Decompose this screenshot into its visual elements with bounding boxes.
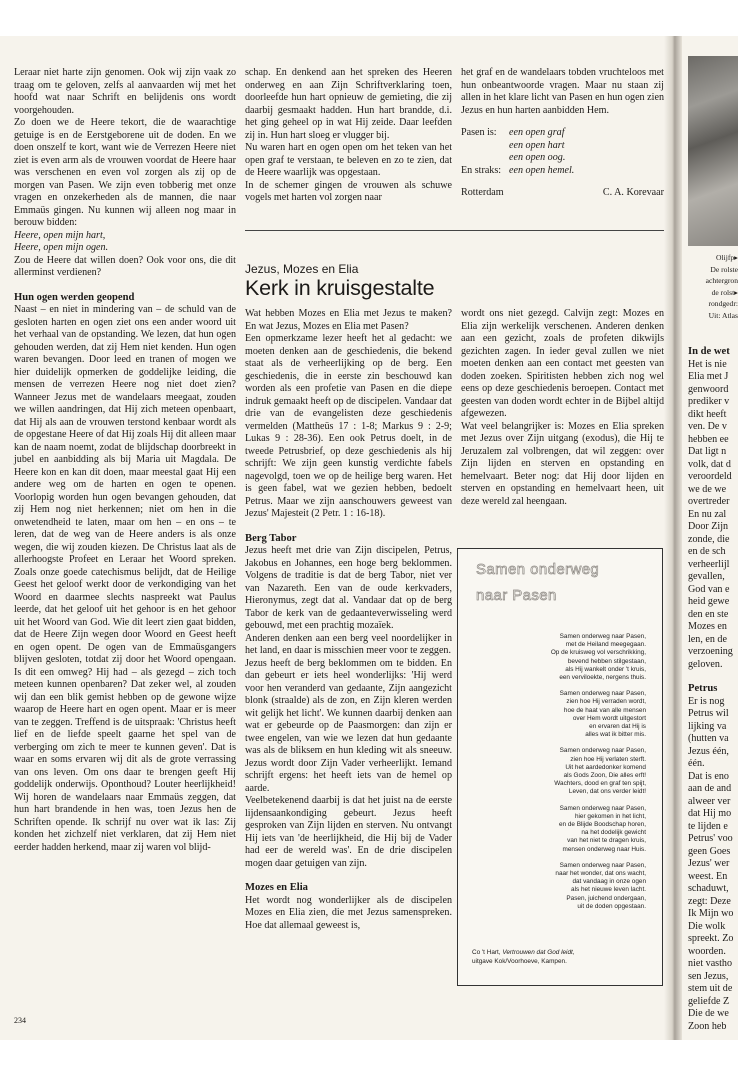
- text-line: veroordeld: [688, 471, 732, 482]
- text-line: verheerlijl: [688, 558, 730, 570]
- paragraph: Wat veel belangrijker is: Mozes en Elia spreken met Jezus over Zijn uitgang (exodus), die Hij te Jeruzalem zal volbrengen, dat wil zeggen: over Zijn lijden en sterven en opstanding en hemelvaart. Beter nog: dat Hij door lijden en sterven en opstanding en hemelvaart heen, uit deze wereld zal heengaan.: [461, 420, 664, 507]
- text-line: heid gewe: [688, 596, 730, 607]
- section-heading: Berg Tabor: [245, 532, 297, 544]
- text-line: Petrus wil: [688, 708, 729, 719]
- text-line: En nu zal: [688, 508, 727, 520]
- text-line: God van e: [688, 583, 730, 595]
- text-line: geliefde Z: [688, 995, 730, 1007]
- poem-line: mensen onderweg naar Huis.: [562, 845, 646, 853]
- poem-line: Samen onderweg naar Pasen,: [559, 861, 646, 869]
- page-number: 234: [14, 1016, 26, 1025]
- photo: [688, 56, 738, 246]
- paragraph: Het wordt nog wonderlijker als de discipelen Mozes en Elia zien, die met Jezus samenspreken. Hoe dat allemaal geweest is,: [245, 894, 452, 931]
- poem-line: Pasen, juichend ondergaan,: [566, 894, 646, 902]
- paragraph: Naast – en niet in mindering van – de schuld van de gesloten harten en ogen ziet ons een ander woord uit het verhaal van de opstanding. We lezen, dat hun ogen gehouden werden, dat zij Hem niet kenden. Hun ogen waren bevangen. Door leed en tranen of mogen we hier duidelijk opmerken de goddelijke leiding, die mensen de verrezen Heere nog niet doet zien? Wanneer Jezus met de wandelaars meegaat, zouden we willen aandringen, dat Hij zich meteen openbaart, dat Hij als aan de vrouwen terstond kenbaar wordt als de opgestane Heere of dat Hij zoals Hij dit alleen maar kan de naam noemt, zodat de blijdschap doorbreekt in jubel en aanbidding als bij Maria uit Magdala. De Heere kon en kan dit doen, maar meestal gaat Hij een andere weg om de harten en ogen te openen. Voorlopig worden hun ogen bevangen gehouden, dat zij Hem nog niet herkennen; niet om hen in die onwetendheid te laten, maar om hen – en ons – te leren, dat de weg van de Heere anders is als onze wegen, die wij zouden kiezen. De Christus laat als de allerhoogste Profeet en Leraar het Woord spreken. Zoals onze goede catechismus belijdt, dat de Heilige Geest het geloof werkt door de verkondiging van het Woord en daarmee slechts naspreekt wat Paulus leerde, dat het geloof uit het gehoor is en het gehoor uit het Woord van God. Wie dit leert zien gaat bidden, dat de Heere Zijn wegen door Woord en Geest heeft en ogen opent. De ogen van de Emmaüsgangers blijven gesloten, totdat zij door het Woord opengaan. Is dit een omweg? Hij had – als gezegd – zich toch meteen kunnen openbaren? Dat zeker wel, al zouden wij dan een blik gemist hebben op de gewone wijze waarop de Heere hart en ogen opent. Maar er is meer van te zeggen. Treffend is de uitspraak: 'Christus heeft lief en de liefde speelt gaarne het spel van de verberging om zich te meer te kunnen geven'. Dat is waar en soms ervaren wij dit als de grote verrassing van ons leven. Om ons daar te brengen geeft Hij goddelijk onderwijs. Oponthoud? Louter heerlijkheid! Wij horen de wandelaars naar Emmaüs zeggen, dat hun hart brandende in hen was, toen Jezus hen de Schriften opende. Ik schrijf nu over wat ik las: Zij konden het zichzelf niet verklaren, dat zij Hem niet eerder hadden herkend, maar zij waren vol blijd-: [14, 304, 236, 853]
- caption-line: Uit: Atlas: [708, 310, 738, 320]
- text-line: geloven.: [688, 658, 723, 670]
- poem-line: een verviloekte, nergens thuis.: [559, 674, 646, 682]
- page-gutter: [664, 36, 682, 1040]
- poem-line: met de Heiland meegegaan.: [565, 641, 646, 649]
- pasen-label: [461, 140, 509, 153]
- text-line: hebben ee: [688, 433, 729, 445]
- text-line: schaduwt,: [688, 883, 729, 894]
- pasen-label: [461, 152, 509, 165]
- poem-line: Samen onderweg naar Pasen,: [559, 633, 646, 640]
- poem-line: Wachters, dood en graf ten spijt,: [554, 780, 646, 788]
- paragraph: wordt ons niet gezegd. Calvijn zegt: Mozes en Elia zijn werkelijk verschenen. Anderen denken aan een gezicht, zoals de profeten dikwijls gezichten zagen. In ieder geval zullen we niet moeten denken aan een contact met geesten van doden zoeken. Spiritisten hebben zich nog wel eens op deze geschiedenis beroepen. Contact met geesten van doden wordt echter in de Bijbel altijd afgewezen.: [461, 308, 664, 419]
- prayer-line: Heere, open mijn ogen.: [14, 242, 109, 253]
- text-line: ven. De v: [688, 421, 727, 432]
- text-line: Jezus één,: [688, 745, 729, 757]
- text-line: Petrus' voo: [688, 833, 733, 844]
- article-headline: Kerk in kruisgestalte: [245, 276, 435, 300]
- text-line: we de we: [688, 483, 727, 495]
- caption-line: de rolst▸: [711, 287, 738, 297]
- text-line: Dat is eno: [688, 770, 729, 782]
- poem-line: van het niet te dragen kruis,: [567, 837, 646, 845]
- poem-title-line-1: Samen onderweg: [476, 561, 600, 578]
- poem-line: Uit het aardedonker komend: [565, 763, 646, 771]
- text-line: Door Zijn: [688, 521, 729, 532]
- article-kicker: Jezus, Mozes en Elia: [245, 262, 359, 276]
- paragraph: Nu waren hart en ogen open om het teken van het open graf te verstaan, te beleven en zo te zien, dat de Heere waarlijk was opgestaan.: [245, 142, 452, 178]
- paragraph: Jezus heeft met drie van Zijn discipelen, Petrus, Jakobus en Johannes, een hoge berg beklommen. Volgens de traditie is dat de berg Tabor, niet ver van Nazareth. Een van de oude kerkvaders, Hieronymus, zegt dat al. Vandaar dat op de berg Tabor de kerk van de gedaanteverwisseling werd gebouwd, met een prachtig mozaïek.: [245, 545, 452, 631]
- section-heading: Petrus: [688, 683, 718, 694]
- caption-line: rondgedr:: [708, 299, 738, 308]
- poem-stanza: [508, 690, 646, 739]
- text-line: Er is nog: [688, 695, 725, 707]
- text-line: spreekt. Zo: [688, 933, 734, 944]
- article-column-2: [245, 308, 452, 932]
- text-line: Het is nie: [688, 358, 727, 370]
- poem-line: zien hoe Hij verraden wordt,: [566, 698, 646, 706]
- text-line: genwoord: [688, 383, 729, 395]
- article-column-3: [461, 308, 664, 508]
- text-line: geen Goes: [688, 845, 731, 857]
- right-page-column: [688, 346, 738, 1033]
- poem-line: en de Blijde Boodschap horen,: [558, 821, 646, 829]
- caption-line: De rolste: [710, 264, 738, 274]
- signature-place: Rotterdam: [461, 187, 504, 198]
- paragraph: Een opmerkzame lezer heeft het al gedacht: we moeten denken aan de geschiedenis, die bekend staat als de verheerlijking op de berg. Een geschiedenis, die in eerste zin beschouwd kan worden als een profetie van Pasen en die diepe indruk gemaakt heeft op de discipelen. Vandaar dat drie van de evangelisten deze geschiedenis vermelden (Mattheüs 17 : 1-8; Markus 9 : 2-9; Lukas 9 : 28-36). Een ook Petrus doelt, in de tweede Petrusbrief, op deze geschiedenis als hij schrijft: We zijn geen kunstig verdichte fabels nagevolgd, toen we op de heilige berg waren. Het is geen fabel, wat we gezien hebben, bedoelt Petrus. Maar we zijn aanschouwers geweest van Jezus' Majesteit (2 Petr. 1 : 16-18).: [245, 333, 452, 519]
- pasen-item: een open graf: [509, 127, 565, 138]
- poem-stanza: [508, 805, 646, 854]
- poem-line: over Hem wordt uitgestort: [572, 714, 646, 722]
- text-line: te lijden e: [688, 820, 728, 832]
- text-line: overtreder: [688, 496, 730, 507]
- poem-stanza: [508, 633, 646, 682]
- divider-rule: [245, 230, 664, 231]
- paragraph: Zo doen we de Heere tekort, die de waarachtige getuige is en de Eerstgeborene uit de doden. En we doen onszelf te kort, want wie de Verrezen Heere niet ziet is even arm als de vrouwen voordat de Heere haar was verschenen en even vol zorgen als zij op de morgen van Pasen. We zijn even tobberig met onze vragen en onzekerheden als de mannen, die naar Emmaüs gingen. Nu kunnen wij alleen nog maar in berouw bidden:: [14, 117, 236, 228]
- poem-line: hoe de haat van alle mensen: [563, 706, 646, 714]
- photo-caption: [688, 252, 738, 321]
- poem-line: Leven, dat ons verder leidt!: [568, 788, 646, 796]
- signature-author: C. A. Korevaar: [602, 187, 664, 198]
- poem-verses: [508, 633, 646, 919]
- section-heading: Hun ogen werden geopend: [14, 291, 135, 303]
- poem-line: naar het wonder, dat ons wacht,: [555, 870, 646, 878]
- text-line: Elia met J: [688, 371, 729, 382]
- poem-line: Samen onderweg naar Pasen,: [559, 804, 646, 812]
- column-3-top: [461, 67, 664, 200]
- section-heading: In de wet: [688, 346, 730, 357]
- credit-author: Co 't Hart,: [472, 949, 503, 956]
- poem-line: zien hoe Hij verlaten sterft.: [570, 755, 646, 763]
- poem-line: als Hij wankelt onder 't kruis,: [565, 665, 646, 673]
- paragraph: Leraar niet harte zijn genomen. Ook wij zijn vaak zo traag om te geloven, zelfs al aanvaarden wij met het hoofd wat naar Schrift en belijdenis ons wordt voorgehouden.: [14, 67, 236, 116]
- top-margin: [0, 0, 738, 36]
- text-line: lijking va: [688, 720, 727, 732]
- text-line: (hutten va: [688, 733, 729, 744]
- poem-line: en ervaren dat Hij is: [589, 723, 646, 731]
- poem-line: uit de doden opgestaan.: [577, 902, 646, 910]
- pasen-item: een open hemel.: [509, 164, 575, 176]
- poem-credit: [472, 949, 652, 966]
- text-line: stem uit de: [688, 983, 733, 994]
- paragraph: Wat hebben Mozes en Elia met Jezus te maken? En wat Jezus, Mozes en Elia met Pasen?: [245, 308, 452, 332]
- bottom-margin: [0, 1040, 738, 1068]
- text-line: Zoon heb: [688, 1020, 727, 1032]
- text-line: Mozes en: [688, 621, 727, 632]
- poem-box: [457, 548, 663, 986]
- text-line: Die wolk: [688, 920, 726, 932]
- text-line: één.: [688, 758, 705, 769]
- text-line: niet vastho: [688, 958, 733, 969]
- column-2-top: [245, 67, 452, 205]
- paragraph: Anderen denken aan een berg veel noordelijker in het land, en daar is misschien meer voor te zeggen.: [245, 632, 452, 656]
- poem-stanza: [508, 747, 646, 796]
- prayer-line: Heere, open mijn hart,: [14, 229, 106, 241]
- text-line: weest. En: [688, 870, 728, 882]
- text-line: zonde, die: [688, 533, 730, 545]
- text-line: alweer ver: [688, 795, 731, 807]
- poem-line: als het nieuwe leven lacht.: [571, 886, 646, 894]
- credit-publisher: uitgave Kok/Voorhoeve, Kampen.: [472, 957, 567, 965]
- column-1: [14, 67, 236, 854]
- pasen-list: [461, 127, 664, 177]
- paragraph: Veelbetekenend daarbij is dat het juist na de eerste lijdensaankondiging gebeurt. Jezus heeft gesproken van Zijn lijden en sterven. Nu ontvangt Hij iets van 'de heerlijkheid, die Hij bij de Vader had eer de wereld was'. En de drie discipelen mogen daar getuigen van zijn.: [245, 795, 452, 869]
- text-line: prediker v: [688, 396, 730, 407]
- poem-line: bevend hebben stilgestaan,: [567, 657, 646, 665]
- poem-line: na het dodelijk gewicht: [581, 829, 646, 837]
- text-line: volk, dat d: [688, 458, 731, 470]
- text-line: en de sch: [688, 546, 726, 557]
- text-line: Jezus' wer: [688, 858, 730, 869]
- pasen-label: Pasen is:: [461, 127, 497, 138]
- paragraph: schap. En denkend aan het spreken des Heeren onderweg en aan Zijn Schriftverklaring toen, doorleefde hun hart opnieuw de gemieting, die zij daarbij gesmaakt hadden. Hun hart brandde, d.i. het ging geheel op in wat Hij zeide. Daar leefden zij in. Hun hart sloeg er vlugger bij.: [245, 67, 452, 141]
- paragraph: Jezus heeft de berg beklommen om te bidden. En dan gebeurt er iets heel wonderlijks: 'Hij werd voor hen veranderd van gedaante, Zijn aangezicht blonk (straalde) als de zon, en Zijn kleren werden wit gelijk het licht'. We kunnen daarbij denken aan wat er gebeurde op de Paasmorgen: dan zijn er twee engelen, van wie we lezen dat hun gedaante was als de bliksem en hun kleding wit als sneeuw. Jezus wordt door Zijn Vader verheerlijkt. Iemand schrijft ergens: het heeft iets van de hemel op aarde.: [245, 657, 452, 794]
- text-line: Die de we: [688, 1008, 729, 1019]
- poem-line: Samen onderweg naar Pasen,: [559, 690, 646, 698]
- text-line: sen Jezus,: [688, 970, 729, 982]
- poem-line: alles wat ik bitter mis.: [585, 731, 646, 739]
- poem-line: Samen onderweg naar Pasen,: [559, 747, 646, 755]
- poem-line: als Gods Zoon, Die alles erft!: [563, 772, 646, 780]
- pasen-item: een open hart: [509, 139, 565, 151]
- caption-line: achtergron: [705, 276, 738, 285]
- text-line: den en ste: [688, 608, 729, 620]
- poem-line: dat vandaag in onze ogen: [572, 878, 646, 886]
- text-line: gevallen,: [688, 571, 725, 582]
- text-line: aan de and: [688, 783, 732, 794]
- poem-line: Op de kruisweg vol verschrikking,: [550, 649, 646, 657]
- text-line: verzoening: [688, 646, 733, 657]
- text-line: len, en de: [688, 633, 727, 645]
- signature: [461, 187, 664, 200]
- caption-line: Olijfp▸: [716, 253, 738, 262]
- text-line: dat Hij mo: [688, 808, 732, 819]
- credit-book-title: Vertrouwen dat God leidt,: [502, 949, 575, 956]
- poem-stanza: [508, 862, 646, 911]
- section-heading: Mozes en Elia: [245, 882, 308, 893]
- paragraph: Zou de Heere dat willen doen? Ook voor ons, die dit allerminst verdienen?: [14, 254, 236, 278]
- text-line: Dat ligt n: [688, 446, 727, 457]
- poem-line: hier gekomen in het licht,: [574, 812, 646, 820]
- text-line: Ik Mijn wo: [688, 908, 734, 919]
- paragraph: In de schemer gingen de vrouwen als schuwe vogels met harten vol zorgen naar: [245, 179, 452, 203]
- pasen-item: een open oog.: [509, 152, 566, 163]
- poem-title-line-2: naar Pasen: [476, 587, 557, 604]
- text-line: woorden.: [688, 945, 726, 957]
- text-line: zegt: Deze: [688, 895, 731, 907]
- paragraph: het graf en de wandelaars tobden vruchteloos met hun onbeantwoorde vragen. Maar nu staan zij allen in het klare licht van Pasen en hun ogen zien Jezus en hun harten aanbidden Hem.: [461, 67, 664, 116]
- pasen-label: En straks:: [461, 164, 502, 176]
- text-line: dikt heeft: [688, 408, 727, 420]
